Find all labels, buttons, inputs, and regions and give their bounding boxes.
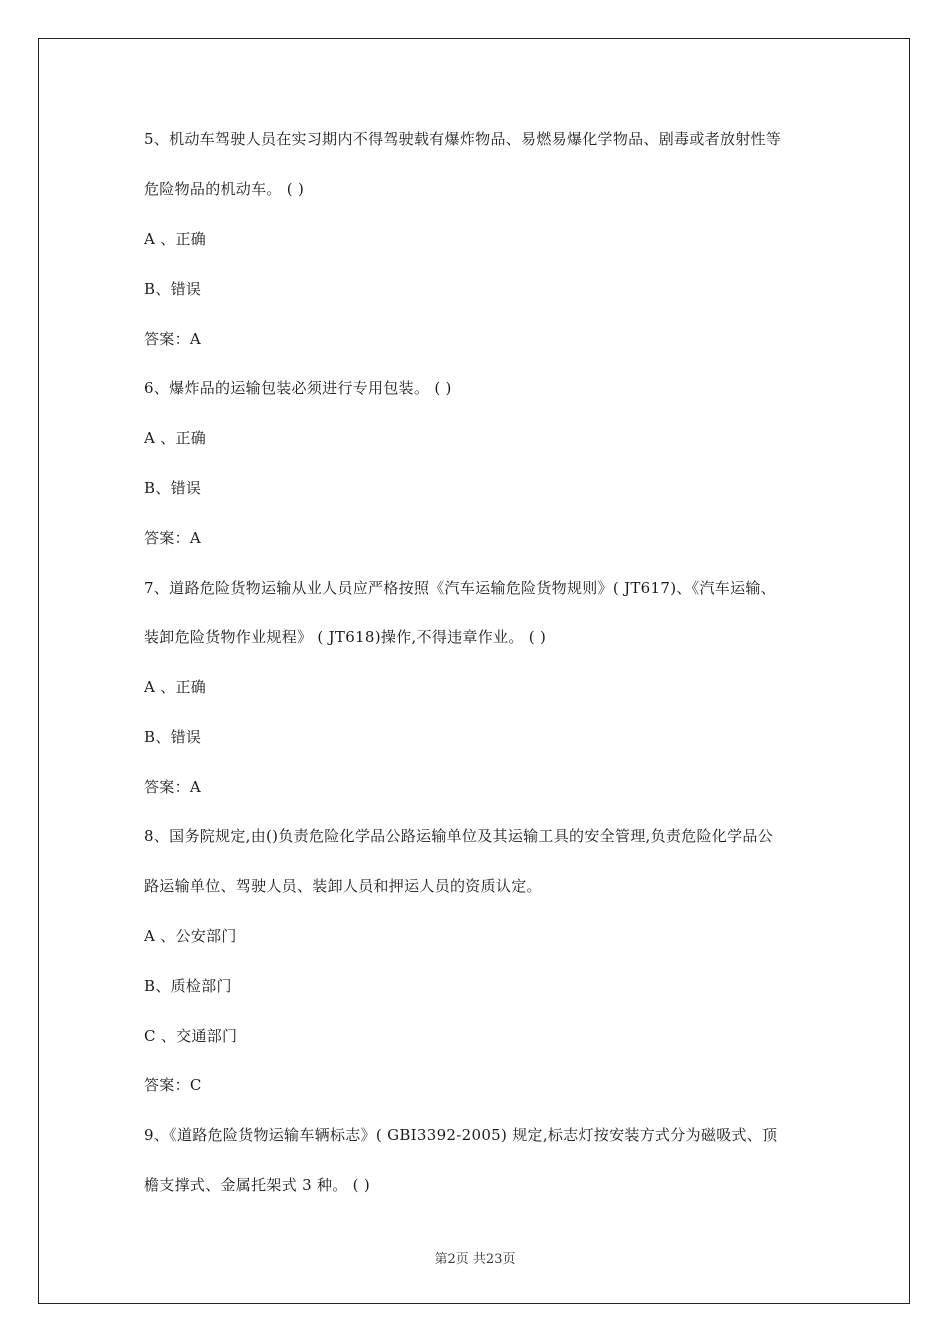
question-6-option-a: A 、正确 (144, 429, 207, 447)
question-9-text-line2: 檐支撑式、金属托架式 3 种。 ( ) (144, 1176, 371, 1194)
question-5-text-line1: 5、机动车驾驶人员在实习期内不得驾驶载有爆炸物品、易燃易爆化学物品、剧毒或者放射性等 (144, 130, 782, 148)
question-8-option-b: B、质检部门 (144, 977, 232, 995)
page-footer: 第2页 共23页 (434, 1252, 516, 1267)
question-7-answer: 答案：A (144, 778, 202, 796)
question-8-option-c: C 、交通部门 (144, 1027, 238, 1045)
question-7-text-line2: 装卸危险货物作业规程》 ( JT618)操作,不得违章作业。 ( ) (144, 628, 547, 646)
question-6-answer: 答案：A (144, 529, 202, 547)
question-8-answer: 答案：C (144, 1076, 202, 1094)
question-7-option-b: B、错误 (144, 728, 202, 746)
question-6-option-b: B、错误 (144, 479, 202, 497)
question-8-text-line2: 路运输单位、驾驶人员、装卸人员和押运人员的资质认定。 (144, 877, 542, 895)
question-8-option-a: A 、公安部门 (144, 927, 237, 945)
question-7-option-a: A 、正确 (144, 678, 207, 696)
question-5-text-line2: 危险物品的机动车。 ( ) (144, 180, 305, 198)
question-5-option-b: B、错误 (144, 280, 202, 298)
question-5-answer: 答案：A (144, 330, 202, 348)
page-border (38, 38, 910, 1304)
question-5-option-a: A 、正确 (144, 230, 207, 248)
question-6-text-line1: 6、爆炸品的运输包装必须进行专用包装。 ( ) (144, 379, 452, 397)
question-8-text-line1: 8、国务院规定,由()负责危险化学品公路运输单位及其运输工具的安全管理,负责危险化学品公 (144, 827, 773, 845)
question-9-text-line1: 9、《道路危险货物运输车辆标志》( GBI3392-2005) 规定,标志灯按安装方式分为磁吸式、顶 (144, 1126, 778, 1144)
question-7-text-line1: 7、道路危险货物运输从业人员应严格按照《汽车运输危险货物规则》( JT617)、《汽车运输、 (144, 579, 776, 597)
